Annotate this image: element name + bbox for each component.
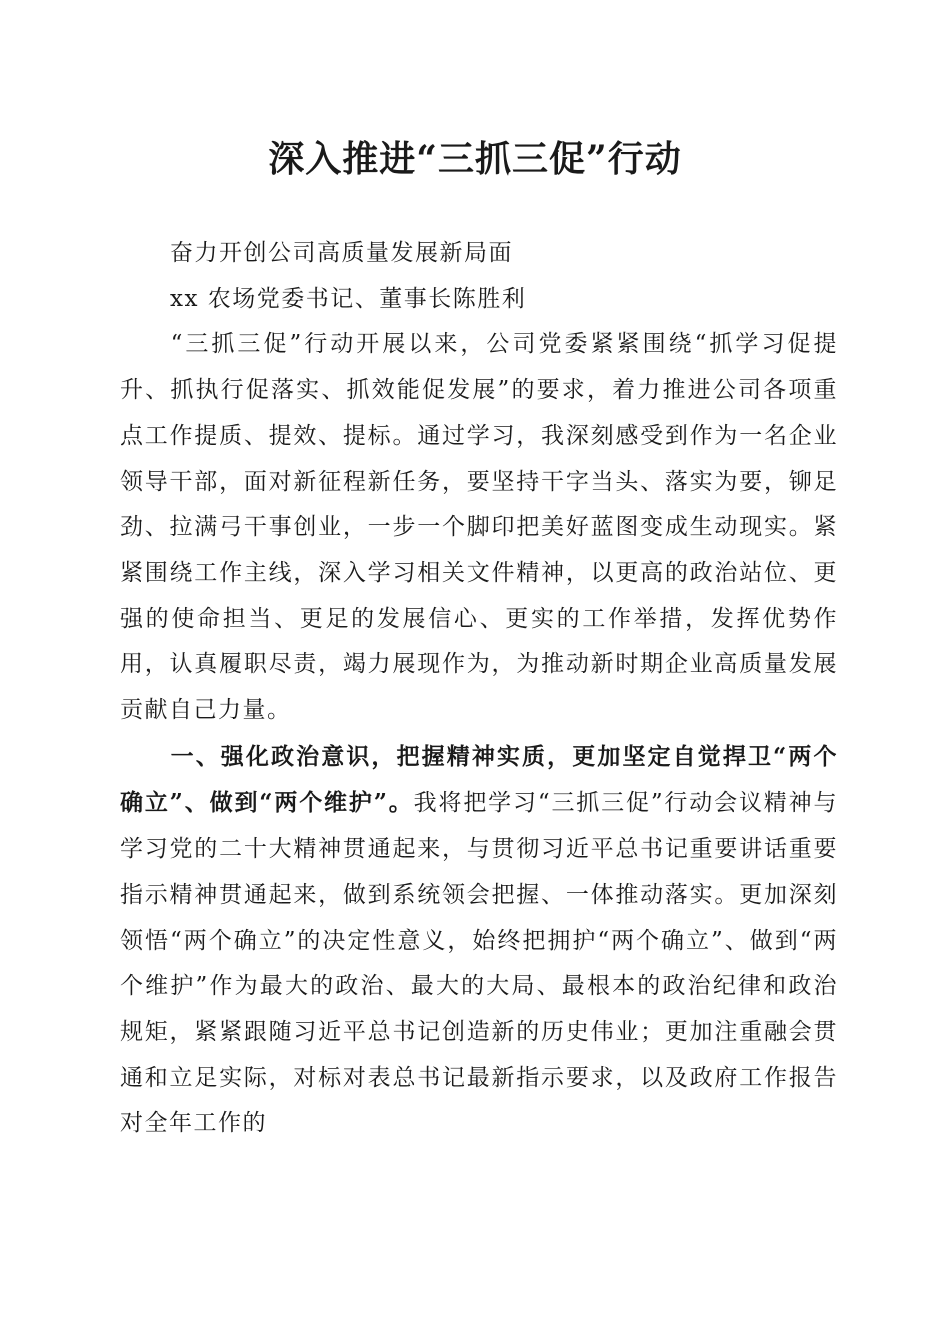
section-1-paragraph <box>120 734 838 1147</box>
section-1-body: 我将把学习“三抓三促”行动会议精神与学习党的二十大精神贯通起来，与贯彻习近平总书记重要讲话重要指示精神贯通起来，做到系统领会把握、一体推动落实。更加深刻领悟“两个确立”的决定性意义，始终把拥护“两个确立”、做到“两个维护”作为最大的政治、最大的大局、最根本的政治纪律和政治规矩，紧紧跟随习近平总书记创造新的历史伟业；更加注重融会贯通和立足实际，对标对表总书记最新指示要求，以及政府工作报告对全年工作的 <box>120 790 838 1137</box>
document-body <box>120 231 838 1147</box>
intro-paragraph: “三抓三促”行动开展以来，公司党委紧紧围绕“抓学习促提升、抓执行促落实、抓效能促发展”的要求，着力推进公司各项重点工作提质、提效、提标。通过学习，我深刻感受到作为一名企业领导干部，面对新征程新任务，要坚持干字当头、落实为要，铆足劲、拉满弓干事创业，一步一个脚印把美好蓝图变成生动现实。紧紧围绕工作主线，深入学习相关文件精神，以更高的政治站位、更强的使命担当、更足的发展信心、更实的工作举措，发挥优势作用，认真履职尽责，竭力展现作为，为推动新时期企业高质量发展贡献自己力量。 <box>120 331 838 724</box>
document-subtitle: 奋力开创公司高质量发展新局面 <box>170 240 513 266</box>
author-line: xx 农场党委书记、董事长陈胜利 <box>170 285 527 312</box>
section-1-heading: 一、强化政治意识，把握精神实质，更加坚定自觉捍卫“两个确立”、做到“两个维护”。 <box>120 742 838 817</box>
document-title: 深入推进“三抓三促”行动 <box>268 138 682 180</box>
